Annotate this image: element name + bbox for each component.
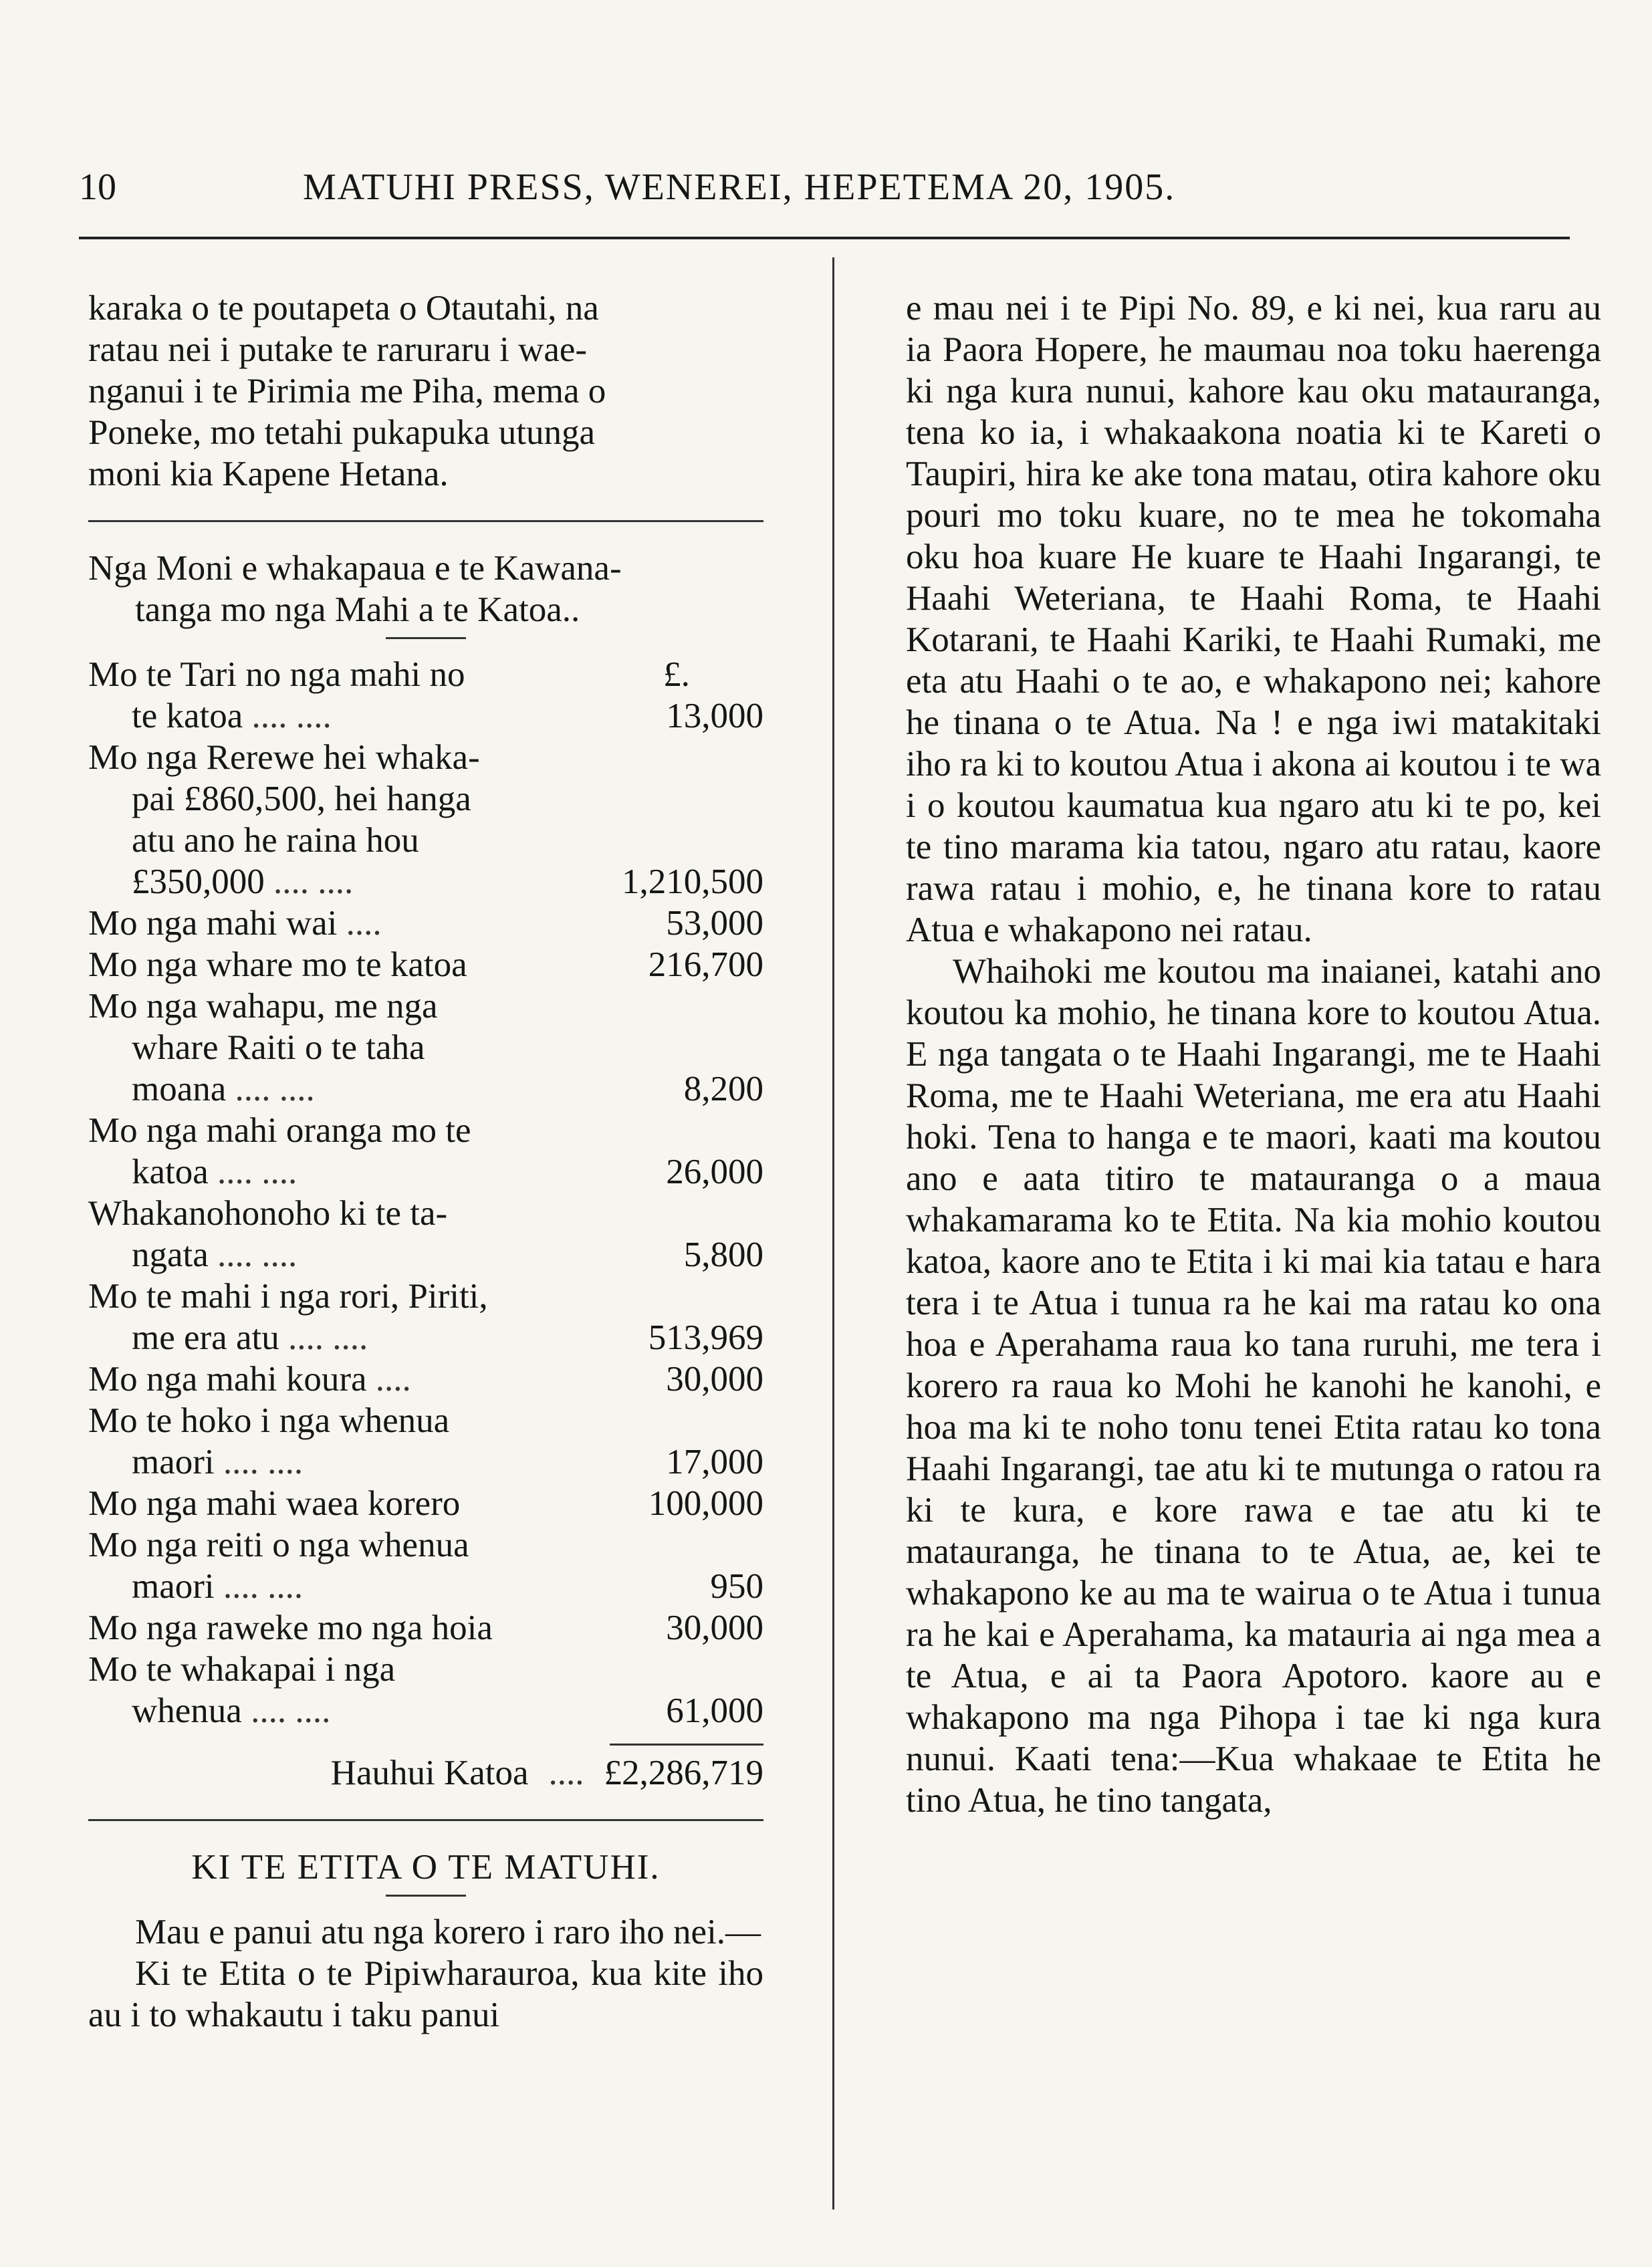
table-row: Mo nga whare mo te katoa 216,700 xyxy=(88,945,763,984)
table-row: Mo nga wahapu, me nga whare Raiti o te taha moana .... .... 8,200 xyxy=(88,987,763,1108)
body-paragraph: Whaihoki me koutou ma inaianei, katahi ano koutou ka mohio, he tinana kore to koutou Atua. E nga tangata o te Haahi Ingarangi, me te Haahi Roma, me te Haahi Weteriana, me era atu Haahi hoki. Tena to hanga e te maori, kaati ma koutou ano e aata titiro te matauranga o a maua whakamarama ko te Etita. Na kia mohio koutou katoa, kaore ano te Etita i ki mai kia tatau e hara tera i te Atua i tunua ra he kai ma ratau ko ona hoa e Aperahama raua ko tana ruruhi, me tera i korero ra raua ko Mohi he kanohi he kanohi, e hoa ma ki te noho tonu tenei Etita ratau ko tona Haahi Ingarangi, tae atu ki te mutunga o ratou ra ki te kura, e kore rawa e tae atu ki te matauranga, he tinana to te Atua, ae, kei te whakapono ke au ma te wairua o te Atua i tunua ra he kai e Aperahama, ka matauria ai nga mea a te Atua, e ai ta Paora Apotoro. kaore au e whakapono ma nga Pihopa i tae ki nga kura nunui. Kaati tena:—Kua whakaae te Etita he tino Atua, he tino tangata, xyxy=(906,952,1601,1820)
short-divider xyxy=(386,1895,466,1897)
table-row: Mo te Tari no nga mahi no te katoa .... .... £. 13,000 xyxy=(88,655,763,735)
letter-paragraph: Mau e panui atu nga korero i raro iho nei.— xyxy=(135,1913,761,1951)
table-row: Mo nga mahi wai .... 53,000 xyxy=(88,904,763,943)
total-row: Hauhui Katoa .... £2,286,719 xyxy=(330,1754,763,1792)
letters-heading: KI TE ETITA O TE MATUHI. xyxy=(191,1848,661,1887)
section-title: Nga Moni e whakapaua e te Kawana- tanga mo nga Mahi a te Katoa.. xyxy=(88,549,622,629)
table-row: Mo nga raweke mo nga hoia 30,000 xyxy=(88,1608,763,1647)
table-row: Mo nga mahi waea korero 100,000 xyxy=(88,1484,763,1523)
table-row: Mo te whakapai i nga whenua .... .... 61,000 xyxy=(88,1650,763,1730)
body-paragraph: e mau nei i te Pipi No. 89, e ki nei, kua raru au ia Paora Hopere, he maumau noa toku haerenga ki nga kura nunui, kahore kau oku matauranga, tena ko ia, i whakaakona noatia ki te Kareti o Taupiri, hira ke ake tona matau, otira kahore oku pouri mo toku kuare, no te mea he tokomaha oku hoa kuare He kuare te Haahi Ingarangi, te Haahi Weteriana, te Haahi Roma, te Haahi Kotarani, te Haahi Kariki, te Haahi Rumaki, me eta atu Haahi o te ao, e whakapono nei; kahore he tinana o te Atua. Na ! e nga iwi matakitaki iho ra ki to koutou Atua i akona ai koutou i te wa i o koutou kaumatua kua ngaro atu ki te po, kei te tino marama kia tatou, ngaro atu ratau, kaore rawa ratau i mohio, e, he tinana kore to ratau Atua e whakapono nei ratau. xyxy=(906,289,1601,949)
currency-header: £. xyxy=(663,655,690,694)
header-rule xyxy=(79,237,1570,239)
page-number: 10 xyxy=(79,166,116,208)
intro-paragraph: karaka o te poutapeta o Otautahi, na ratau nei i putake te raruraru i wae- nganui i te Pirimia me Piha, mema o Poneke, mo tetahi pukapuka utunga moni kia Kapene Hetana. xyxy=(88,289,606,493)
short-divider xyxy=(386,637,466,639)
section-divider xyxy=(88,1819,763,1821)
right-column xyxy=(906,287,1601,1821)
column-divider xyxy=(832,257,834,2210)
table-row: Mo te mahi i nga rori, Piriti, me era atu .... .... 513,969 xyxy=(88,1277,763,1357)
table-row: Mo nga mahi koura .... 30,000 xyxy=(88,1360,763,1399)
total-rule xyxy=(610,1744,763,1746)
table-row: Whakanohonoho ki te ta- ngata .... .... 5,800 xyxy=(88,1194,763,1274)
left-column xyxy=(88,287,763,2036)
expenditure-table xyxy=(88,654,763,1732)
table-row: Mo nga mahi oranga mo te katoa .... .... 26,000 xyxy=(88,1111,763,1191)
masthead: MATUHI PRESS, WENEREI, HEPETEMA 20, 1905. xyxy=(303,166,1176,208)
table-row: Mo nga reiti o nga whenua maori .... .... 950 xyxy=(88,1526,763,1606)
table-row: Mo nga Rerewe hei whaka- pai £860,500, hei hanga atu ano he raina hou £350,000 .... .... 1,210,500 xyxy=(88,738,763,901)
total-amount: £2,286,719 xyxy=(604,1754,763,1792)
section-divider xyxy=(88,520,763,522)
table-row: Mo te hoko i nga whenua maori .... .... 17,000 xyxy=(88,1401,763,1481)
page-header xyxy=(79,166,1643,219)
letter-paragraph: Ki te Etita o te Pipiwharauroa, kua kite iho au i to whakautu i taku panui xyxy=(88,1954,763,2034)
total-label: Hauhui Katoa xyxy=(330,1754,529,1792)
